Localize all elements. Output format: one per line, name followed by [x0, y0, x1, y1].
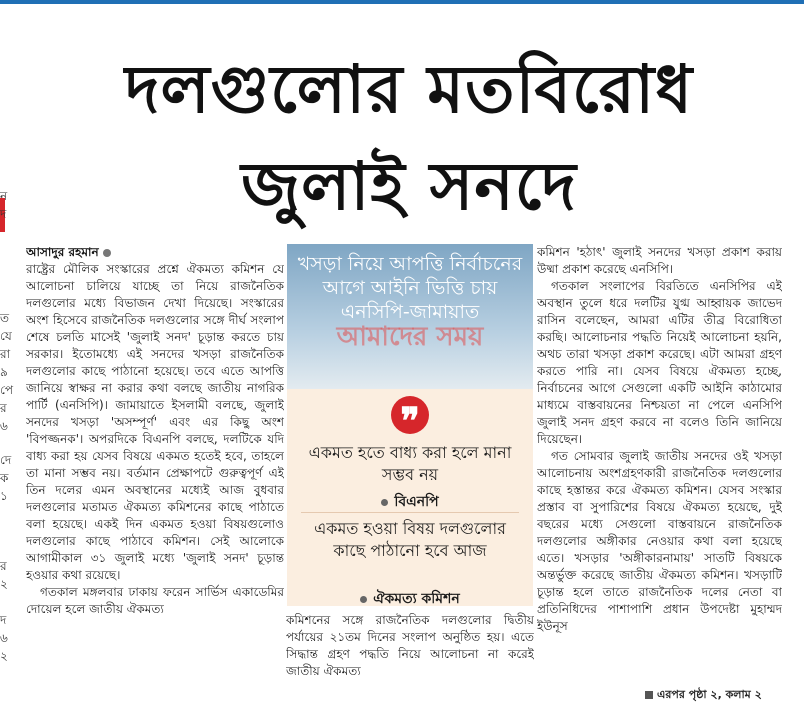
attribution-label: ঐকমত্য কমিশন — [373, 591, 460, 606]
edge-fragment: ক — [0, 471, 9, 485]
bullet-icon — [381, 499, 388, 506]
paragraph: কমিশনের সঙ্গে রাজনৈতিক দলগুলোর দ্বিতীয় পর্যায়ের ২১তম দিনের সংলাপ অনুষ্ঠিত হয়। এতে সিদ্ধান্ত গ্রহণ পদ্ধতি নিয়ে আলোচনা না করেই জাতীয় ঐকমত্য — [286, 613, 534, 678]
paragraph: গতকাল সংলাপের বিরতিতে এনসিপির এই অবস্থান তুলে ধরে দলটির যুগ্ম আহ্বায়ক জাভেদ রাসিন বলেছেন, আমরা এটির তীব্র বিরোধিতা করছি। আলোচনার পদ্ধতি নিয়েই আলোচনা হয়নি, অথচ তারা খসড়া প্রকাশ করেছে। এটা আমরা গ্রহণ করতে পারি না। যেসব বিষয়ে ঐকমত্য হচ্ছে, নির্বাচনের আগে সেগুলো একটি আইনি কাঠামোর মাধ্যমে বাস্তবায়নের নিশ্চয়তা না পেলে এনসিপি জুলাই সনদ গ্রহণ করবে না বলেও তিনি জানিয়ে দিয়েছেন। — [537, 279, 782, 446]
pull-quote-1: একমত হতে বাধ্য করা হলে মানা সম্ভব নয় — [308, 443, 512, 484]
edge-fragment: ৬ — [0, 419, 8, 433]
article-column-1 — [26, 244, 284, 704]
byline: আসাদুর রহমান — [26, 245, 99, 259]
newspaper-watermark-logo: আমাদের সময় — [336, 322, 484, 352]
jump-label: এরপর পৃষ্ঠা ২, কলাম ২ — [657, 688, 762, 701]
edge-fragment: ২ — [0, 649, 8, 663]
quote-attribution-2 — [287, 587, 533, 606]
adjacent-article-edge — [0, 40, 14, 710]
paragraph: কমিশন 'হঠাৎ' জুলাই সনদের খসড়া প্রকাশ করায় উষ্মা প্রকাশ করেছে এনসিপি। — [537, 245, 782, 276]
pullout-box — [287, 244, 533, 606]
paragraph: রাষ্ট্রের মৌলিক সংস্কারের প্রশ্নে ঐকমত্য কমিশন যে আলোচনা চালিয়ে যাচ্ছে তা নিয়ে রাজনৈতিক দলগুলোর মধ্যে বিভাজন দেখা দিয়েছে। সংস্কারের অংশ হিসেবে রাজনৈতিক দলগুলোর সঙ্গে দীর্ঘ সংলাপ শেষে চলতি মাসেই 'জুলাই সনদ' চূড়ান্ত করতে চায় সরকার। ইতোমধ্যে এই সনদের খসড়া রাজনৈতিক দলগুলোর কাছে পাঠানো হয়েছে। তবে এতে আপত্তি জানিয়ে স্বাক্ষর না করার কথা বলছে জাতীয় নাগরিক পার্টি (এনসিপি)। জামায়াতে ইসলামী বলছে, জুলাই সনদের খসড়া 'অসম্পূর্ণ' এবং এর কিছু অংশ 'বিপজ্জনক'। অপরদিকে বিএনপি বলছে, দলটিকে যদি বাধ্য করা হয় যেসব বিষয়ে একমত হতেই হবে, তাহলে তা মানা সম্ভব নয়। বর্তমান প্রেক্ষাপটে গুরুত্বপূর্ণ এই তিন দলের এমন অবস্থানের মধ্যেই আজ বুধবার দলগুলোর মতামত ঐকমত্য কমিশনের কাছে পাঠাতে বলা হয়েছে। একই দিন একমত হওয়া বিষয়গুলোও দলগুলোর কাছে পাঠাবে কমিশন। সেই আলোকে আগামীকাল ৩১ জুলাই মধ্যে 'জুলাই সনদ' চূড়ান্ত হওয়ার কথা রয়েছে। — [26, 262, 284, 582]
pull-quote-2: একমত হওয়া বিষয় দলগুলোর কাছে পাঠানো হবে আজ — [314, 519, 506, 560]
headline-line-1: দলগুলোর মতবিরোধ — [124, 51, 694, 128]
pullout-header — [287, 244, 533, 389]
edge-fragment: দে — [0, 453, 12, 467]
edge-fragment: রা — [0, 347, 11, 361]
edge-fragment: ২ — [0, 577, 8, 591]
edge-fragment: যে — [0, 329, 12, 343]
continued-on-page-link[interactable] — [645, 686, 762, 705]
edge-fragment: র — [0, 401, 7, 415]
top-color-bar — [0, 0, 804, 4]
byline-dot-icon — [103, 249, 111, 257]
quote-mark-icon: ❞ — [391, 396, 429, 434]
edge-fragment: ৯ — [0, 365, 8, 379]
edge-fragment: র — [0, 559, 7, 573]
paragraph: গতকাল মঙ্গলবার ঢাকায় ফরেন সার্ভিস একাডেমির দোয়েল হলে জাতীয় ঐকমত্য — [26, 585, 284, 616]
pullout-heading: খসড়া নিয়ে আপত্তি নির্বাচনের আগে আইনি ভিত্তি চায় এনসিপি-জামায়াত — [297, 253, 523, 323]
paragraph: গত সোমবার জুলাই জাতীয় সনদের ওই খসড়া আলোচনায় অংশগ্রহণকারী রাজনৈতিক দলগুলোর কাছে হস্তান্তর করে ঐকমত্য কমিশন। যেসব সংস্কার প্রস্তাব বা সুপারিশের বিষয়ে ঐকমত্য হয়েছে, দুই বছরের মধ্যে সেগুলো বাস্তবায়নে রাজনৈতিক দলগুলোর অঙ্গীকার নেওয়ার কথা বলা হয়েছে এতে। খসড়ার 'অঙ্গীকারনামায়' সাতটি বিষয়কে অন্তর্ভুক্ত করেছে জাতীয় ঐকমত্য কমিশন। খসড়াটি চূড়ান্ত হলে তাতে রাজনৈতিক দলের নেতা বা প্রতিনিধিদের পাশাপাশি প্রধান উপদেষ্টা মুহাম্মদ ইউনূস — [537, 449, 782, 633]
edge-fragment: ১ — [0, 489, 8, 503]
headline-line-2: জুলাই সনদে — [241, 148, 577, 225]
edge-fragment: দ — [0, 207, 7, 221]
quote-attribution-1 — [287, 490, 533, 514]
pullout-divider — [301, 512, 519, 513]
article-column-3 — [537, 244, 782, 704]
article-column-2 — [286, 612, 534, 704]
square-bullet-icon — [645, 691, 653, 699]
bullet-icon — [360, 596, 367, 603]
attribution-label: বিএনপি — [394, 494, 439, 510]
edge-fragment: ত — [0, 311, 10, 325]
edge-fragment: ন — [0, 189, 8, 203]
edge-fragment: দ — [0, 613, 7, 627]
edge-fragment: পে — [0, 383, 14, 397]
edge-fragment: ৬ — [0, 631, 8, 645]
